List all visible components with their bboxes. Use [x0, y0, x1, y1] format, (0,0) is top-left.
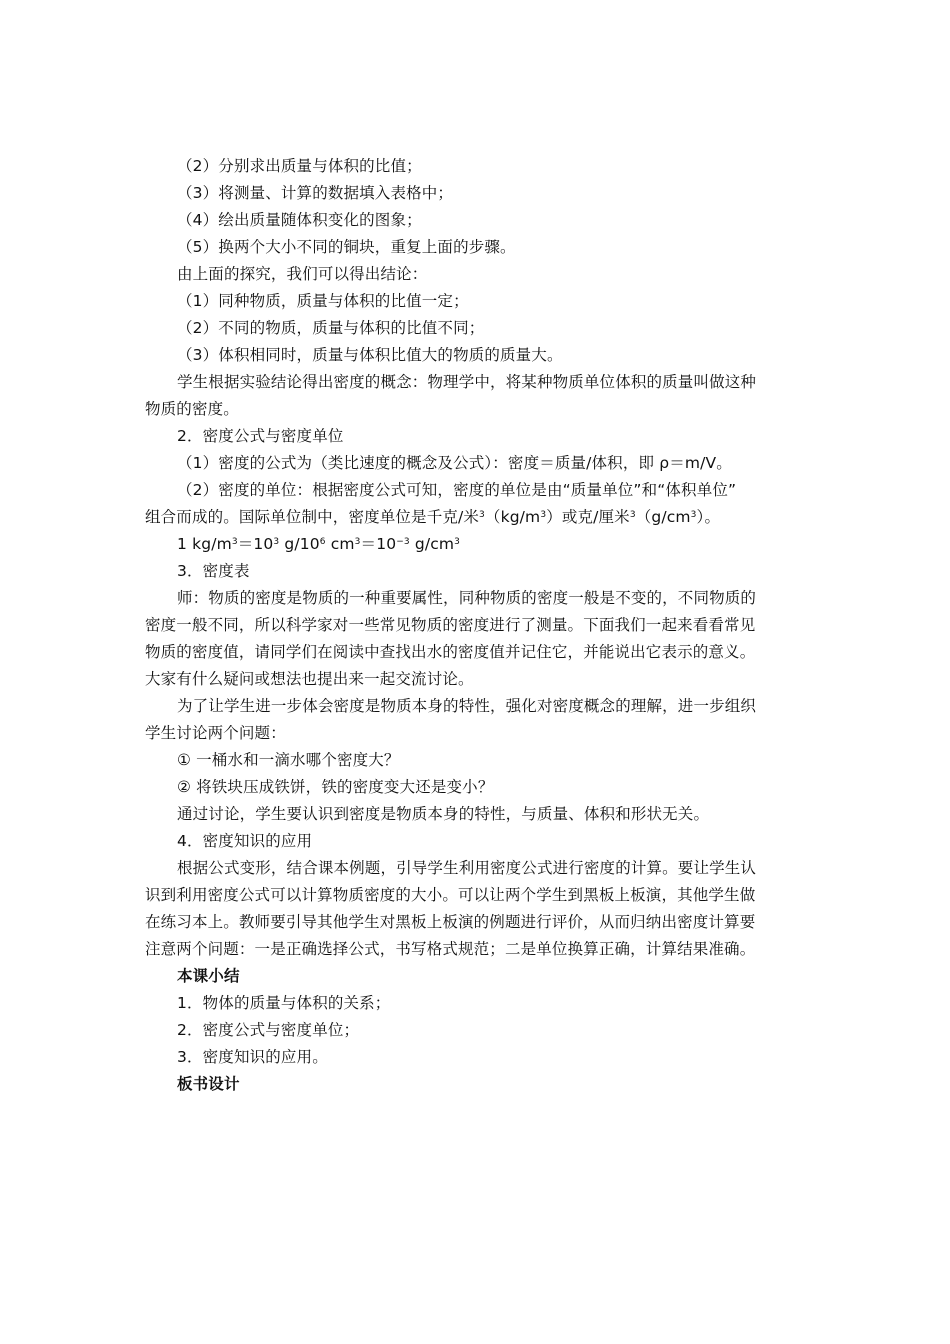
application-para-line-2: 识到利用密度公式可以计算物质密度的大小。可以让两个学生到黑板上板演，其他学生做 — [145, 886, 756, 904]
question-2: ② 将铁块压成铁饼，铁的密度变大还是变小？ — [177, 778, 494, 796]
teacher-para-line-2: 密度一般不同，所以科学家对一些常见物质的密度进行了测量。下面我们一起来看看常见 — [145, 616, 756, 634]
step-3-line: （3）将测量、计算的数据填入表格中； — [177, 184, 454, 202]
superscript: −3 — [396, 537, 410, 547]
density-concept-line-2: 物质的密度。 — [145, 400, 239, 418]
summary-item: 2．密度公式与密度单位； — [177, 1021, 360, 1039]
summary-heading: 本课小结 — [177, 967, 240, 985]
discussion-para-line-1: 为了让学生进一步体会密度是物质本身的特性，强化对密度概念的理解，进一步组织 — [177, 697, 757, 715]
unit-line-2 — [145, 504, 825, 531]
conversion-text: cm — [325, 535, 355, 553]
density-concept-line-1: 学生根据实验结论得出密度的概念：物理学中，将某种物质单位体积的质量叫做这种 — [177, 373, 757, 391]
unit-text: ）或克/厘米 — [546, 508, 630, 526]
step-4-line: （4）绘出质量随体积变化的图象； — [177, 211, 422, 229]
application-para-line-4: 注意两个问题：一是正确选择公式，书写格式规范；二是单位换算正确，计算结果准确。 — [145, 940, 756, 958]
teacher-para-line-1: 师：物质的密度是物质的一种重要属性，同种物质的密度一般是不变的，不同物质的 — [177, 589, 757, 607]
step-5-line: （5）换两个大小不同的铜块，重复上面的步骤。 — [177, 238, 516, 256]
conversion-text: g/cm — [409, 535, 455, 553]
conclusion-1: （1）同种物质，质量与体积的比值一定； — [177, 292, 469, 310]
section-3-heading: 3．密度表 — [177, 562, 250, 580]
board-design-heading: 板书设计 — [177, 1075, 240, 1093]
summary-item: 3．密度知识的应用。 — [177, 1048, 328, 1066]
unit-conversion-line — [145, 531, 825, 558]
conclusion-intro: 由上面的探究，我们可以得出结论： — [177, 265, 428, 283]
teacher-para-line-4: 大家有什么疑问或想法也提出来一起交流讨论。 — [145, 670, 474, 688]
superscript: 3 — [540, 510, 547, 520]
application-para-line-1: 根据公式变形，结合课本例题，引导学生利用密度公式进行密度的计算。要让学生认 — [177, 859, 757, 877]
section-2-heading: 2．密度公式与密度单位 — [177, 427, 344, 445]
conversion-text: ＝10 — [360, 535, 397, 553]
superscript: 3 — [454, 537, 461, 547]
conversion-text: g/10 — [279, 535, 320, 553]
conclusion-2: （2）不同的物质，质量与体积的比值不同； — [177, 319, 485, 337]
superscript: 3 — [690, 510, 697, 520]
conversion-text: ＝10 — [237, 535, 274, 553]
formula-line: （1）密度的公式为（类比速度的概念及公式）：密度＝质量/体积，即 ρ＝m/V。 — [177, 454, 732, 472]
superscript: 3 — [354, 537, 361, 547]
unit-text: ）。 — [696, 508, 721, 526]
step-2-line: （2）分别求出质量与体积的比值； — [177, 157, 422, 175]
unit-text: （g/cm — [635, 508, 691, 526]
discussion-para-line-2: 学生讨论两个问题： — [145, 724, 286, 742]
superscript: 6 — [319, 537, 326, 547]
unit-line-1: （2）密度的单位：根据密度公式可知，密度的单位是由“质量单位”和“体积单位” — [177, 481, 737, 499]
unit-text: （kg/m — [484, 508, 541, 526]
conversion-text: 1 kg/m — [177, 535, 232, 553]
superscript: 3 — [231, 537, 238, 547]
conclusion-3: （3）体积相同时，质量与体积比值大的物质的质量大。 — [177, 346, 563, 364]
question-1: ① 一桶水和一滴水哪个密度大？ — [177, 751, 400, 769]
superscript: 3 — [479, 510, 485, 520]
discussion-conclusion: 通过讨论，学生要认识到密度是物质本身的特性，与质量、体积和形状无关。 — [177, 805, 710, 823]
document-body — [145, 153, 825, 1098]
summary-item: 1．物体的质量与体积的关系； — [177, 994, 391, 1012]
application-para-line-3: 在练习本上。教师要引导其他学生对黑板上板演的例题进行评价，从而归纳出密度计算要 — [145, 913, 756, 931]
superscript: 3 — [629, 510, 636, 520]
section-4-heading: 4．密度知识的应用 — [177, 832, 313, 850]
superscript: 3 — [273, 537, 280, 547]
unit-text: 组合而成的。国际单位制中，密度单位是千克/米 — [145, 508, 480, 526]
teacher-para-line-3: 物质的密度值，请同学们在阅读中查找出水的密度值并记住它，并能说出它表示的意义。 — [145, 643, 756, 661]
